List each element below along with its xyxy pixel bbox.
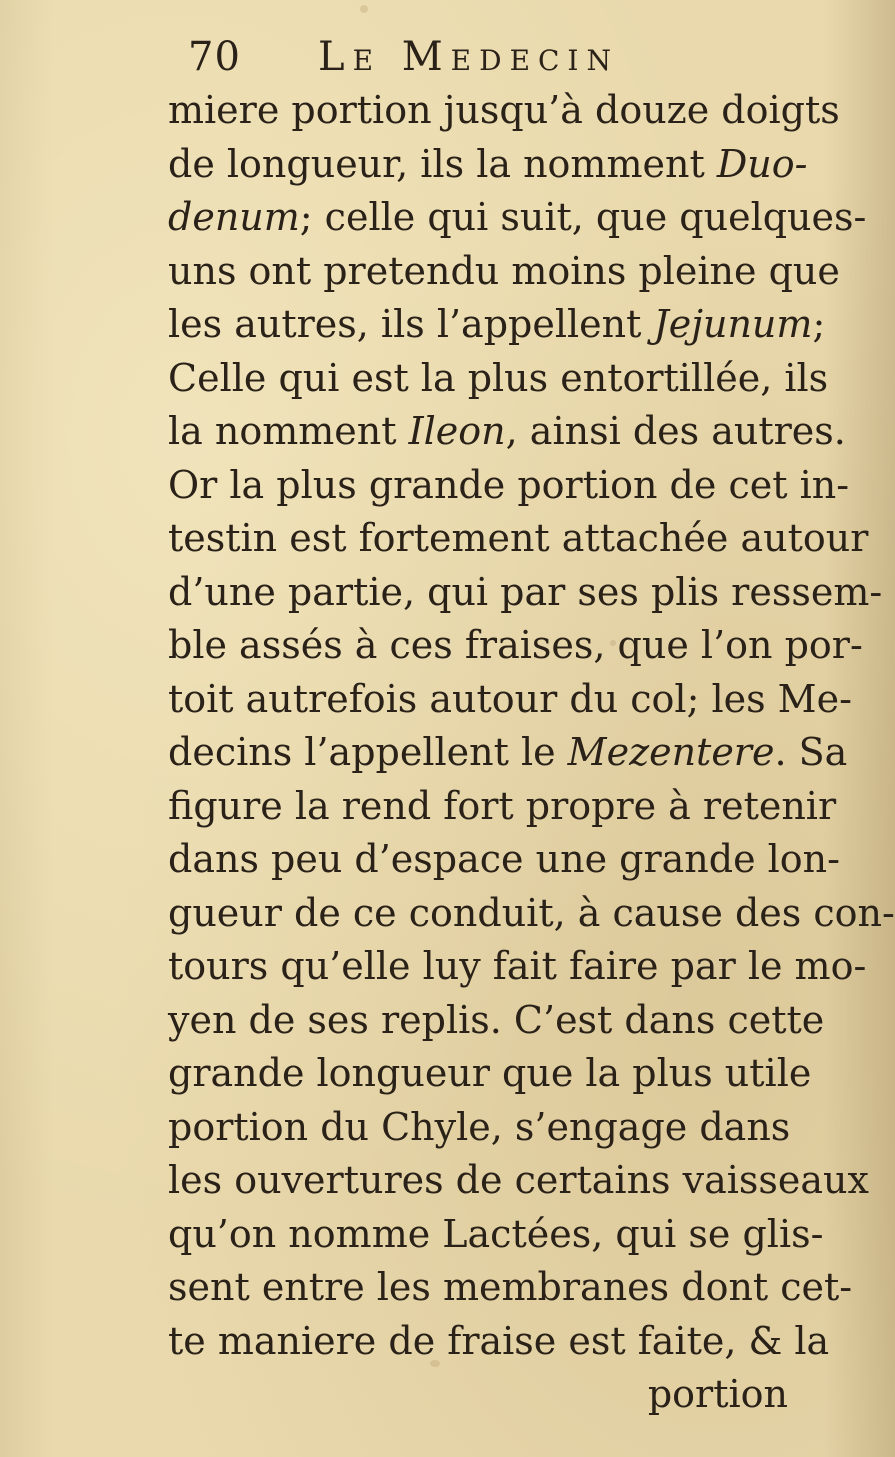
text-segment: Celle qui est la plus entortillée, ils xyxy=(168,355,829,400)
text-segment: ; xyxy=(812,302,826,346)
text-line xyxy=(168,84,840,138)
text-segment: te maniere de fraise est faite, & la xyxy=(168,1318,830,1363)
text-segment: ; celle qui suit, que quelques- xyxy=(299,195,867,239)
text-segment: dans peu d’espace une grande lon- xyxy=(168,837,840,881)
text-line xyxy=(168,191,867,245)
page-number: 70 xyxy=(188,34,241,80)
text-line xyxy=(168,1154,869,1208)
italic-term: Jejunum xyxy=(653,302,813,346)
text-segment: de longueur, ils la nomment xyxy=(168,141,717,186)
text-segment: portion du Chyle, s’engage dans xyxy=(168,1104,791,1149)
paper-stain xyxy=(360,5,368,13)
text-line xyxy=(168,1101,791,1155)
text-segment: d’une partie, qui par ses plis ressem- xyxy=(168,569,883,614)
text-segment: yen de ses replis. C’est dans cette xyxy=(168,997,825,1042)
text-line xyxy=(168,726,848,780)
text-segment: , ainsi des autres. xyxy=(505,409,846,453)
text-line xyxy=(168,887,895,941)
text-segment: miere portion jusqu’à douze doigts xyxy=(168,88,840,132)
text-line xyxy=(168,245,840,299)
text-line xyxy=(168,138,808,192)
text-line xyxy=(168,352,829,406)
text-segment: la nomment xyxy=(168,409,409,453)
text-line xyxy=(168,459,850,513)
text-line xyxy=(168,994,825,1048)
text-line xyxy=(168,405,846,459)
text-segment: decins l’appellent le xyxy=(168,730,568,774)
text-line xyxy=(168,833,840,887)
text-segment: qu’on nomme Lactées, qui se glis- xyxy=(168,1211,824,1256)
text-line xyxy=(168,1208,824,1262)
text-line xyxy=(168,940,867,994)
italic-term: Duo- xyxy=(716,141,808,186)
running-head: Le Medecin xyxy=(318,34,619,80)
text-line xyxy=(168,673,852,727)
italic-term: Ileon xyxy=(408,409,506,453)
text-segment: les autres, ils l’appellent xyxy=(168,302,654,346)
body-text xyxy=(168,84,895,1422)
text-line xyxy=(168,566,883,620)
text-segment: uns ont pretendu moins pleine que xyxy=(168,248,840,293)
text-line xyxy=(168,512,869,566)
text-segment: . Sa xyxy=(774,730,848,774)
text-segment: toit autrefois autour du col; les Me- xyxy=(168,676,852,721)
text-line xyxy=(168,780,837,834)
text-segment: gueur de ce conduit, à cause des con- xyxy=(168,890,895,935)
text-segment: ble assés à ces fraises, que l’on por- xyxy=(168,623,863,667)
text-segment: grande longueur que la plus utile xyxy=(168,1051,812,1095)
text-line xyxy=(168,1261,853,1315)
text-line xyxy=(168,1047,812,1101)
text-segment: Or la plus grande portion de cet in- xyxy=(168,462,850,507)
text-segment: tours qu’elle luy fait faire par le mo- xyxy=(168,944,867,988)
text-line xyxy=(168,298,826,352)
text-segment: testin est fortement attachée autour xyxy=(168,516,869,560)
italic-term: denum xyxy=(168,195,300,239)
catchword: portion xyxy=(647,1372,788,1416)
text-line xyxy=(168,619,863,673)
text-segment: les ouvertures de certains vaisseaux xyxy=(168,1158,869,1202)
text-segment: sent entre les membranes dont cet- xyxy=(168,1265,853,1309)
italic-term: Mezentere xyxy=(567,730,775,774)
text-line xyxy=(168,1315,830,1369)
text-segment: figure la rend fort propre à retenir xyxy=(168,783,837,828)
